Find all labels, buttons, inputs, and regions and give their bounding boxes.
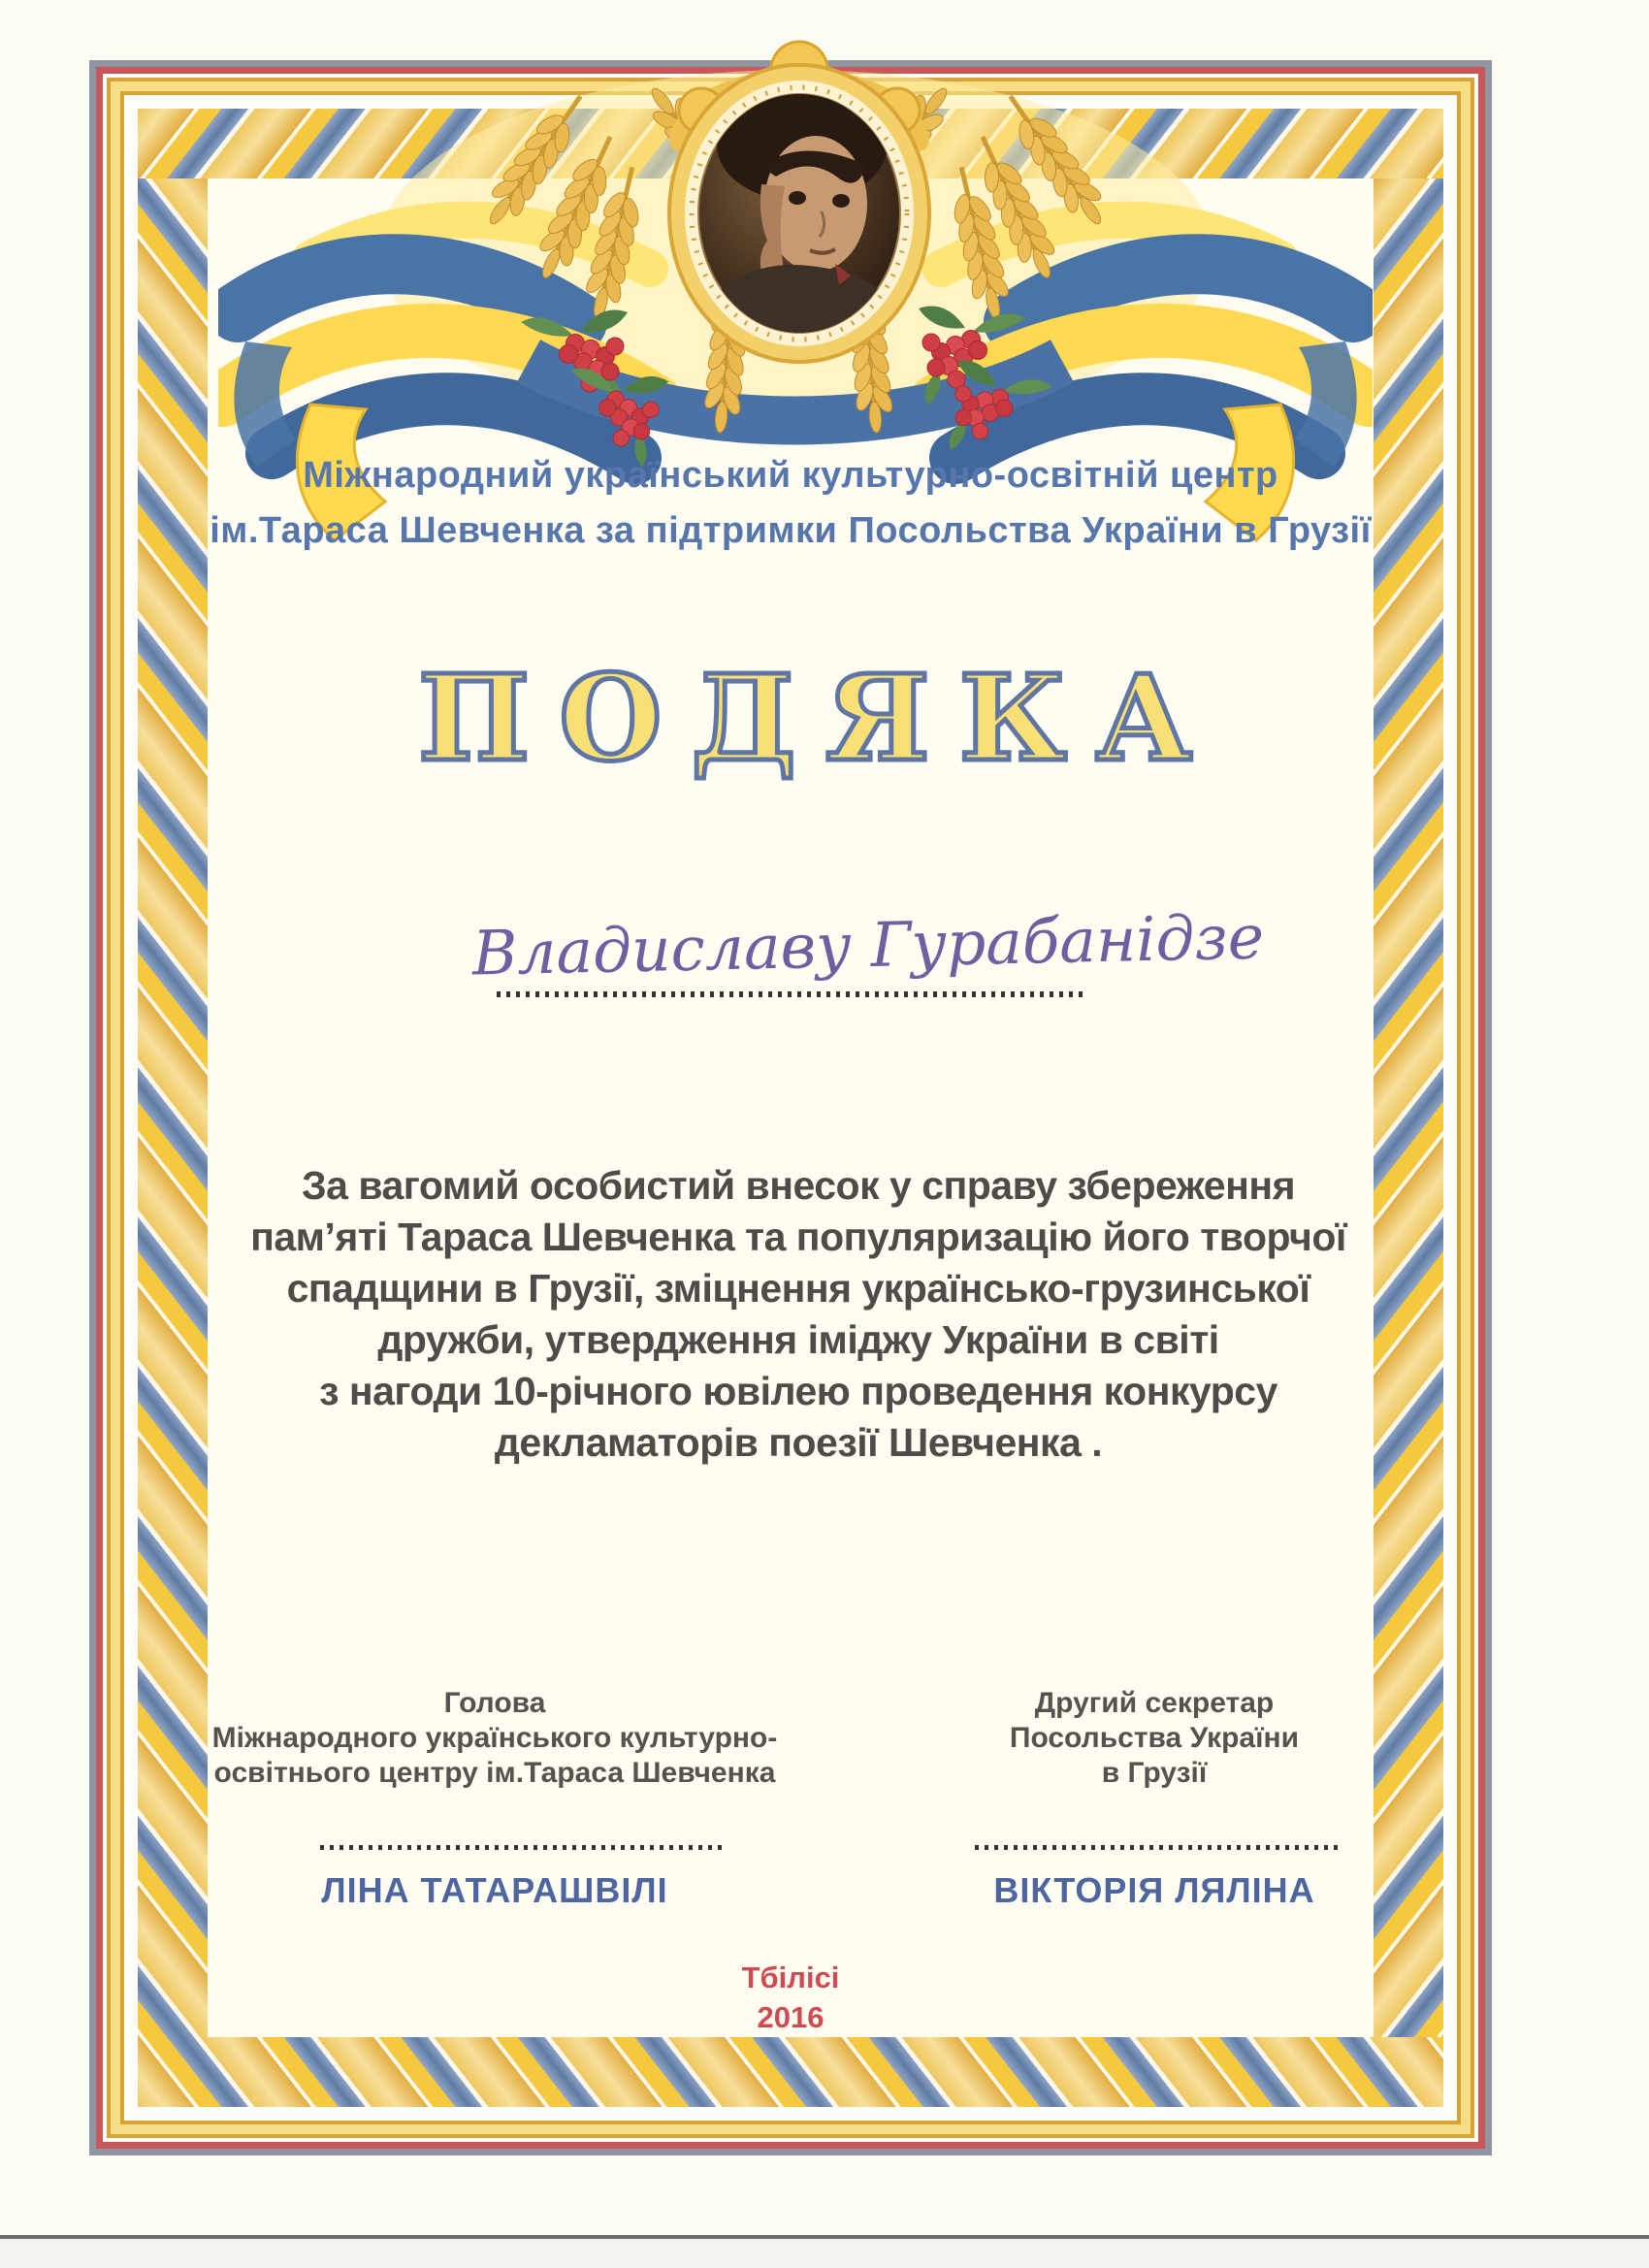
garland-left	[138, 109, 208, 2107]
footer-city: Тбілісі	[741, 1960, 840, 1994]
certificate-title: ПОДЯКА	[418, 648, 1221, 788]
signature-left-role-line: Голова	[443, 1687, 546, 1719]
signature-right-role	[931, 1686, 1377, 1791]
citation-line: з нагоди 10-річного ювілею проведення конкурсу	[319, 1369, 1277, 1413]
signature-left-dotted-line	[320, 1845, 728, 1850]
footer-year: 2016	[757, 2000, 824, 2034]
signature-left-role	[179, 1686, 810, 1791]
footer-place-year	[89, 1958, 1492, 2037]
signature-right-name: ВІКТОРІЯ ЛЯЛІНА	[993, 1870, 1315, 1910]
signature-right-dotted-line	[975, 1845, 1339, 1850]
citation-line: декламаторів поезії Шевченка .	[494, 1420, 1103, 1465]
citation-line: пам’яті Тараса Шевченка та популяризацію його творчої	[250, 1215, 1346, 1259]
garland-right	[1374, 109, 1443, 2107]
signature-right-role-line: в Грузії	[1101, 1757, 1208, 1789]
org-header-line2: ім.Тараса Шевченка за підтримки Посольства України в Грузії	[210, 510, 1372, 551]
recipient-dotted-line	[497, 991, 1084, 997]
organization-header	[89, 448, 1492, 559]
signature-right-role-line: Другий секретар	[1034, 1687, 1275, 1719]
garland-bottom	[138, 2037, 1443, 2107]
signature-left-role-line: освітнього центру ім.Тараса Шевченка	[213, 1757, 776, 1789]
signature-right-role-line: Посольства України	[1009, 1722, 1300, 1754]
signature-left-role-line: Міжнародного українського культурно-	[211, 1722, 778, 1754]
citation-line: спадщини в Грузії, зміцнення українсько-грузинської	[286, 1266, 1310, 1311]
citation-line: За вагомий особистий внесок у справу збереження	[301, 1163, 1296, 1208]
org-header-line1: Міжнародний український культурно-освітній центр	[303, 455, 1278, 496]
signature-left-name: ЛІНА ТАТАРАШВІЛІ	[321, 1870, 668, 1910]
citation-line: дружби, утвердження іміджу України в світі	[377, 1317, 1219, 1362]
recipient-name-handwritten: Владиславу Гурабанідзе	[471, 901, 1265, 989]
citation-text	[97, 1160, 1500, 1469]
scanner-background	[0, 2239, 1649, 2268]
